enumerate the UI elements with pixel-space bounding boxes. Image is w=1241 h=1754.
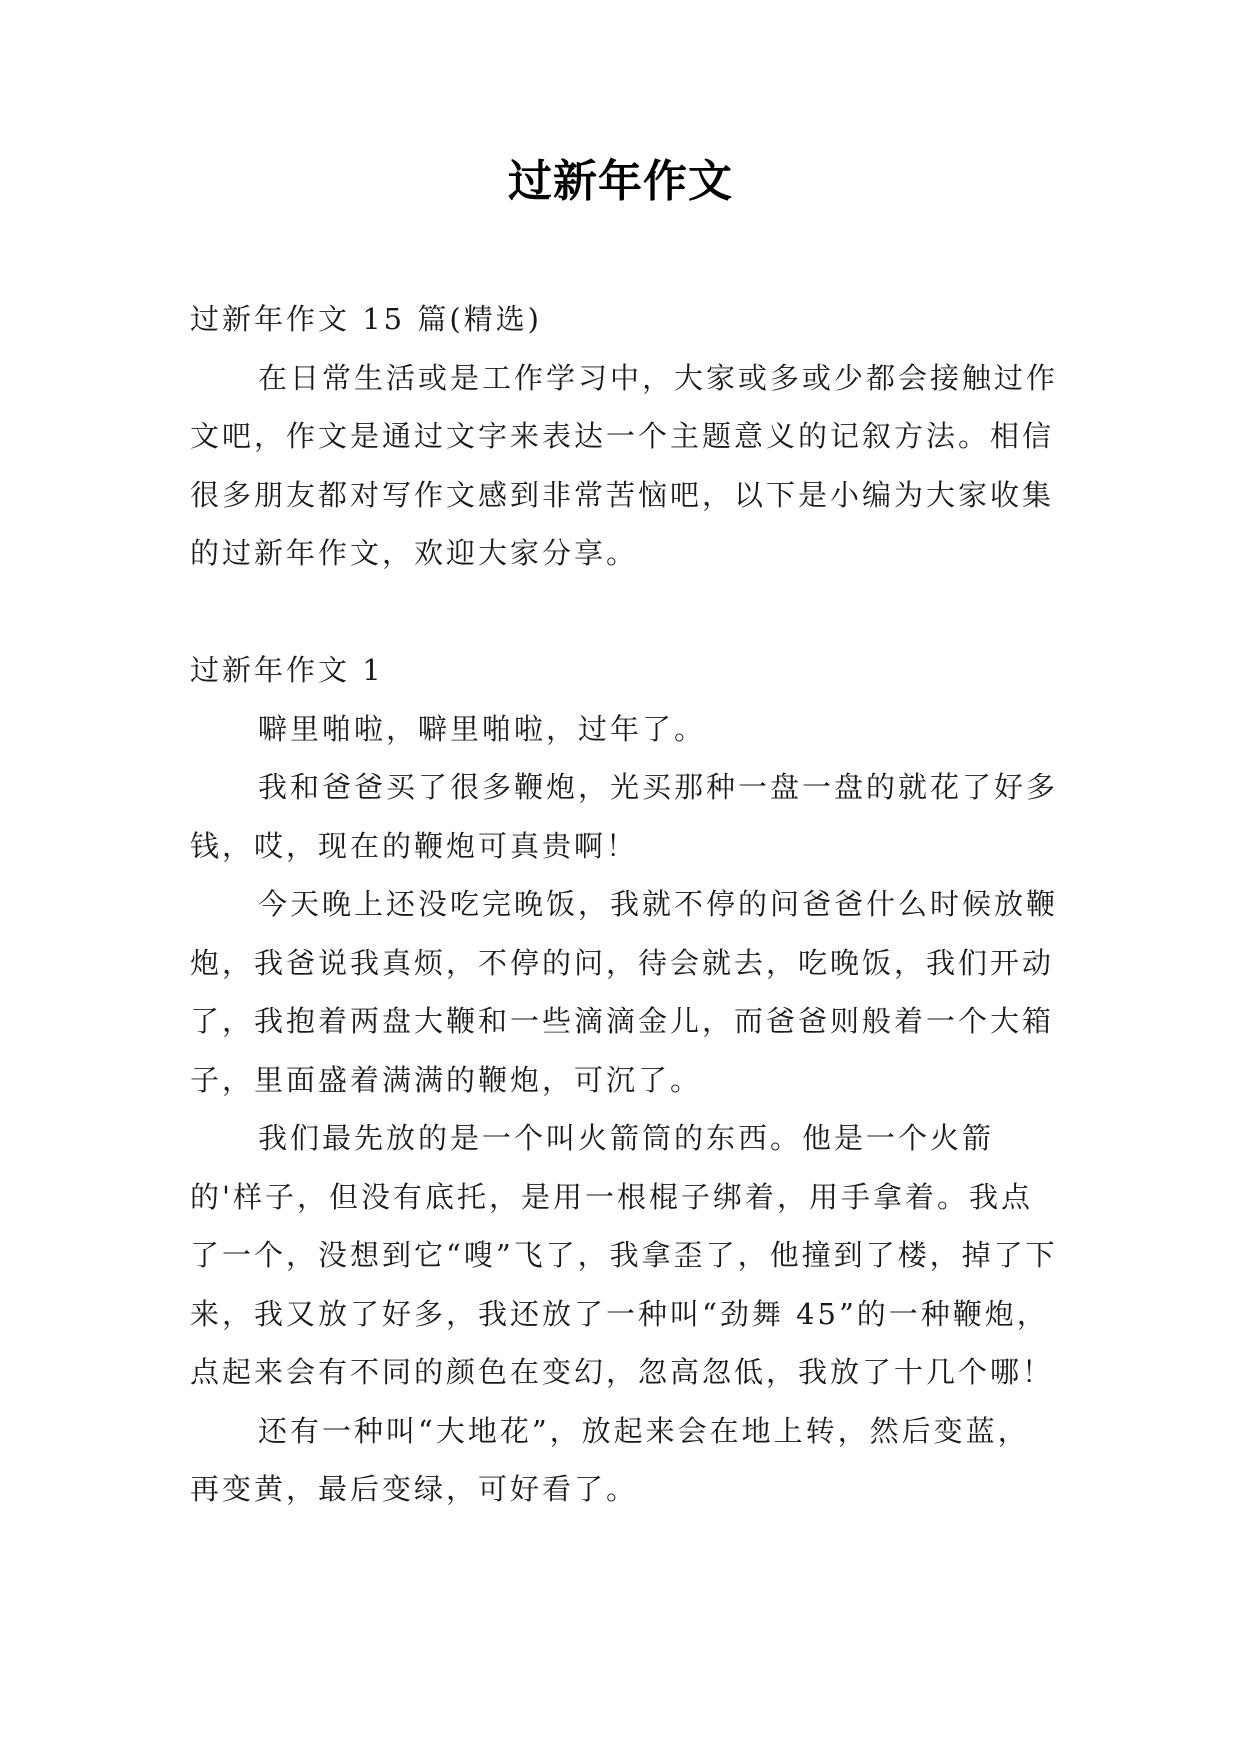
section-gap: [190, 583, 1060, 642]
essay-paragraph: 噼里啪啦，噼里啪啦，过年了。: [258, 711, 707, 746]
collection-heading: 过新年作文 15 篇(精选): [190, 302, 542, 336]
essay-paragraph: 我们最先放的是一个叫火箭筒的东西。他是一个火箭的'样子，但没有底托，是用一根棍子绑着，用手拿着。我点了一个，没想到它“嗖”飞了，我拿歪了，他撞到了楼，掉了下来，我又放了好多，我还放了一种叫“劲舞 45”的一种鞭炮，点起来会有不同的颜色在变幻，忽高忽低，我放了十几个哪！: [190, 1121, 1058, 1389]
document-body: [190, 290, 1060, 1519]
essay-heading: 过新年作文 1: [190, 653, 384, 687]
essay-paragraph: 今天晚上还没吃完晚饭，我就不停的问爸爸什么时候放鞭炮，我爸说我真烦，不停的问，待会就去，吃晚饭，我们开动了，我抱着两盘大鞭和一些滴滴金儿，而爸爸则般着一个大箱子，里面盛着满满的鞭炮，可沉了。: [190, 887, 1059, 1097]
essay-paragraph: 还有一种叫“大地花”，放起来会在地上转，然后变蓝，再变黄，最后变绿，可好看了。: [190, 1413, 1030, 1506]
intro-paragraph: 在日常生活或是工作学习中，大家或多或少都会接触过作文吧，作文是通过文字来表达一个主题意义的记叙方法。相信很多朋友都对写作文感到非常苦恼吧，以下是小编为大家收集的过新年作文，欢迎大家分享。: [190, 360, 1059, 570]
essay-paragraph: 我和爸爸买了很多鞭炮，光买那种一盘一盘的就花了好多钱，哎，现在的鞭炮可真贵啊！: [190, 770, 1059, 863]
document-title: 过新年作文: [508, 156, 733, 207]
